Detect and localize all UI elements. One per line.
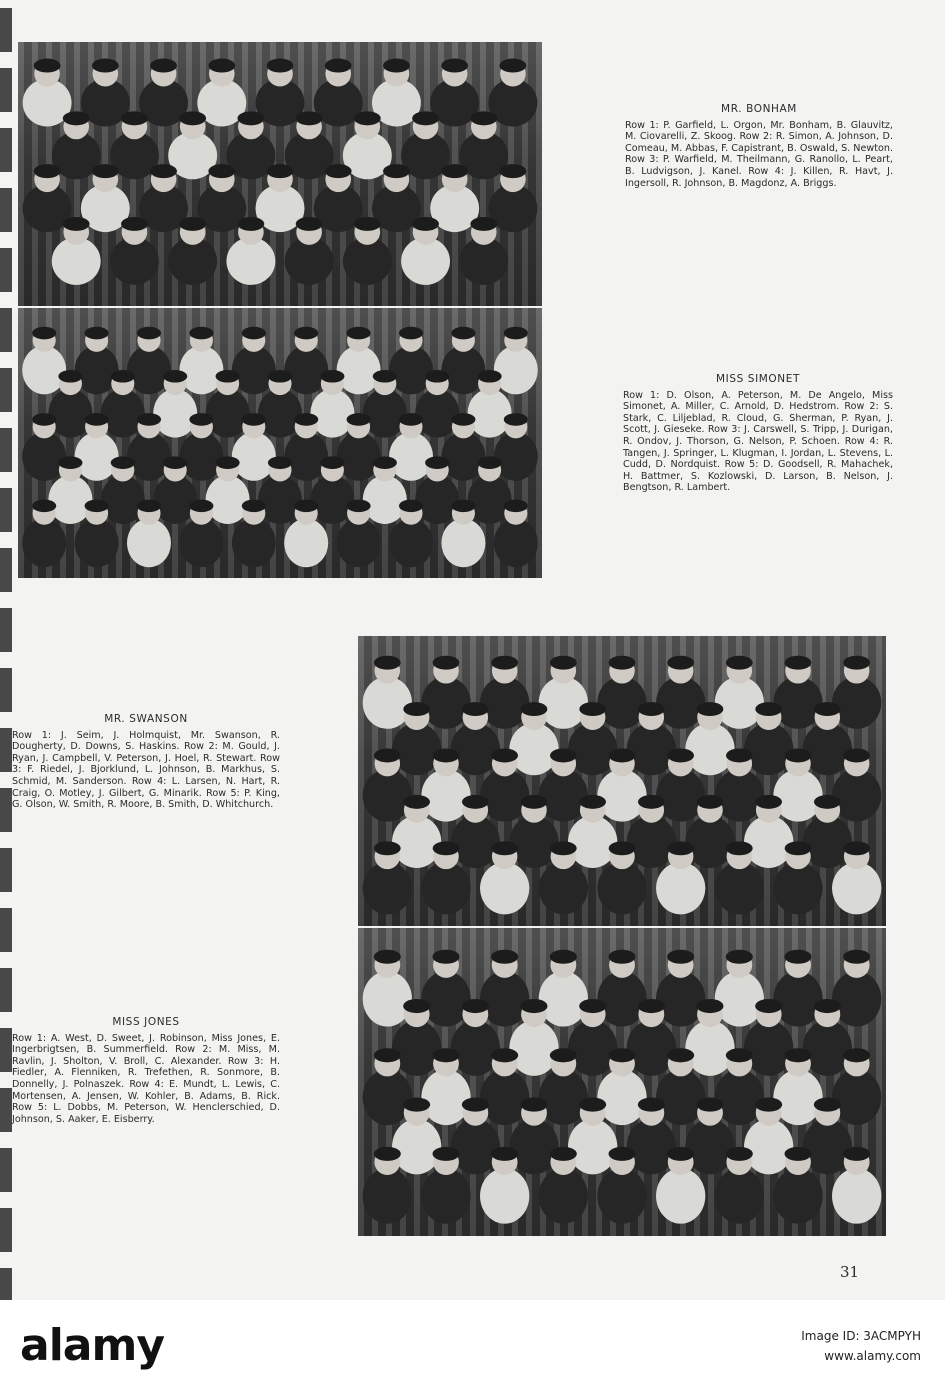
caption-bonham [625,104,893,189]
class-photo-bonham [18,42,542,306]
caption-swanson [12,714,280,811]
site-url: www.alamy.com [824,1349,921,1363]
class-photo-jones [358,928,886,1236]
image-meta [801,1326,921,1366]
page-number: 31 [840,1263,860,1281]
class-photo-simonet [18,308,542,578]
caption-body: Row 1: A. West, D. Sweet, J. Robinson, Miss Jones, E. Ingerbrigtsen, B. Summerfield. Row 2: M. Miss, M. Ravlin, J. Sholton, V. Broll, C. Alexander. Row 3: H. Fiedler, A. Flenniken, R. Trefethen, R. Sonmore, B. Donnelly, J. Polnaszek. Row 4: E. Mundt, L. Lewis, C. Mortensen, A. Jensen, W. Kohler, B. Adams, B. Rick. Row 5: L. Dobbs, M. Peterson, W. Henclerschied, D. Johnson, S. Aaker, E. Eisberry. [12,1032,280,1125]
caption-body: Row 1: P. Garfield, L. Orgon, Mr. Bonham, B. Glauvitz, M. Ciovarelli, Z. Skoog. Row 2: R. Simon, A. Johnson, D. Comeau, M. Abbas, F. Capistrant, B. Oswald, S. Newton. Row 3: P. Warfield, M. Theilmann, G. Ranollo, L. Peart, B. Ludvigson, J. Kanel. Row 4: J. Killen, R. Havt, J. Ingersoll, R. Johnson, B. Magdonz, A. Briggs. [625,119,893,189]
caption-jones [12,1017,280,1125]
spiral-binding [0,0,12,1300]
caption-heading: MISS SIMONET [715,373,800,385]
alamy-logo: alamy [20,1320,164,1371]
caption-heading: MISS JONES [112,1016,180,1028]
image-id: Image ID: 3ACMPYH [801,1329,921,1343]
caption-heading: MR. BONHAM [721,103,797,115]
class-photo-swanson [358,636,886,926]
caption-heading: MR. SWANSON [104,713,188,725]
caption-body: Row 1: J. Seim, J. Holmquist, Mr. Swanson, R. Dougherty, D. Downs, S. Haskins. Row 2: M. Gould, J. Ryan, J. Campbell, V. Peterson, J. Hoel, R. Stewart. Row 3: F. Riedel, J. Bjorklund, L. Johnson, B. Markhus, S. Schmid, M. Sanderson. Row 4: L. Larsen, N. Hart, R. Craig, O. Motley, J. Gilbert, G. Minarik. Row 5: P. King, G. Olson, W. Smith, R. Moore, B. Smith, D. Whitchurch. [12,729,280,811]
caption-body: Row 1: D. Olson, A. Peterson, M. De Angelo, Miss Simonet, A. Miller, C. Arnold, D. Hedstrom. Row 2: S. Stark, C. Liljeblad, R. Cloud, G. Sherman, P. Ryan, J. Scott, J. Gieseke. Row 3: J. Carswell, S. Tripp, J. Durigan, R. Ondov, J. Thorson, G. Nelson, P. Schoen. Row 4: R. Tangen, J. Springer, L. Klugman, I. Jordan, L. Stevens, L. Cudd, D. Nordquist. Row 5: D. Goodsell, R. Mahachek, H. Battmer, S. Kozlowski, D. Larson, B. Nelson, J. Bengtson, R. Lambert. [623,389,893,494]
watermark-footer [0,1300,945,1390]
caption-simonet [623,374,893,494]
